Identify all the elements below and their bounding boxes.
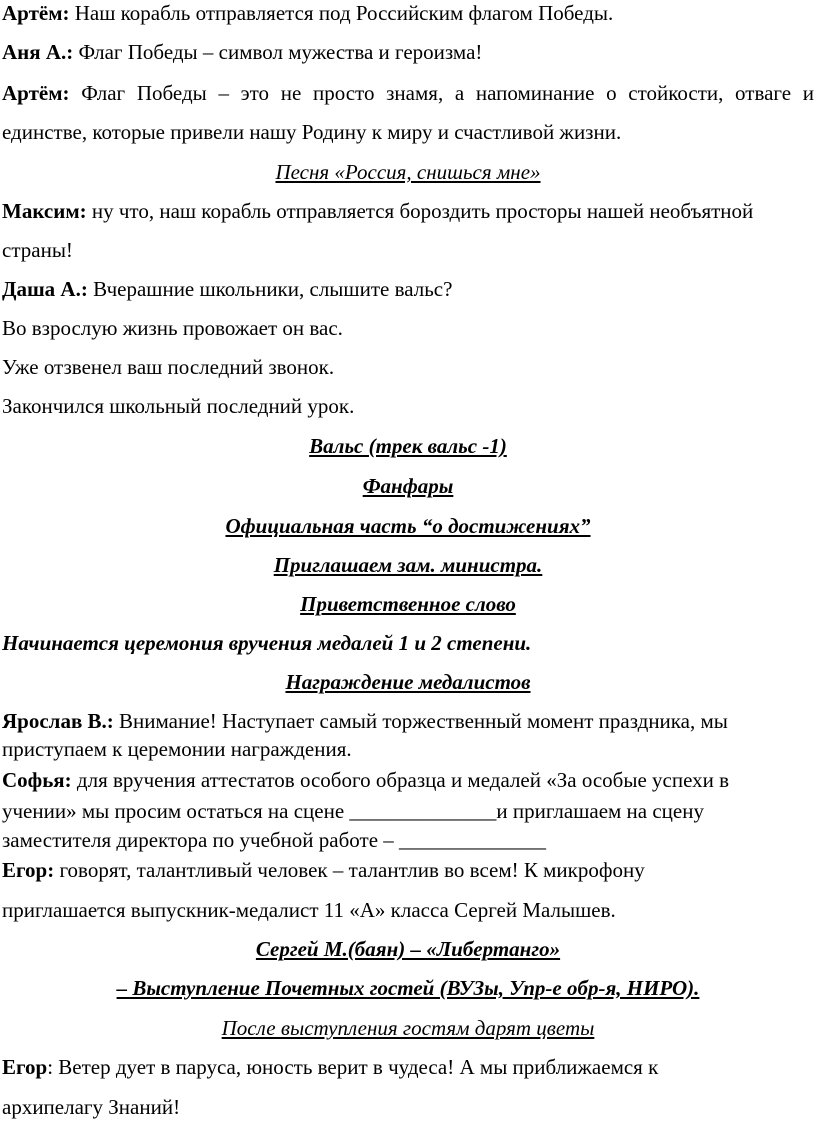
- dialogue-continuation: [2, 798, 816, 824]
- dialogue-line: [2, 39, 816, 65]
- section-heading: Награждение медалистов: [285, 670, 531, 694]
- section-heading: Сергей М.(баян) – «Либертанго»: [255, 937, 561, 961]
- poem-line: [2, 315, 816, 341]
- speaker-name: Даша А.:: [2, 277, 88, 301]
- speaker-name: Ярослав В.:: [2, 709, 114, 733]
- dialogue-continuation: [2, 1094, 816, 1120]
- dialogue-text: Закончился школьный последний урок.: [2, 394, 355, 418]
- dialogue-line: [2, 198, 816, 224]
- section-heading: Официальная часть “о достижениях”: [225, 514, 591, 538]
- speaker-name: Егор:: [2, 858, 55, 882]
- dialogue-text: единстве, которые привели нашу Родину к миру и счастливой жизни.: [2, 120, 622, 144]
- section-heading: – Выступление Почетных гостей (ВУЗы, Упр-е обр-я, НИРО).: [116, 976, 700, 1000]
- speaker-name: Максим:: [2, 199, 87, 223]
- poem-line: [2, 393, 816, 419]
- dialogue-text: ну что, наш корабль отправляется бороздить просторы нашей необъятной: [86, 199, 754, 223]
- section-heading: Приглашаем зам. министра.: [273, 553, 543, 577]
- dialogue-text: приглашается выпускник-медалист 11 «А» класса Сергей Малышев.: [2, 898, 616, 922]
- dialogue-text: для вручения аттестатов особого образца и медалей «За особые успехи в: [71, 768, 730, 792]
- section-heading: Приветственное слово: [300, 592, 516, 616]
- speaker-name: Аня А.:: [2, 40, 74, 64]
- dialogue-continuation: [2, 119, 816, 145]
- speaker-name: Егор: [2, 1055, 48, 1079]
- dialogue-text: : Ветер дует в паруса, юность верит в чудеса! А мы приближаемся к: [47, 1055, 659, 1079]
- dialogue-text: Флаг Победы – символ мужества и героизма!: [73, 40, 483, 64]
- speaker-name: Артём:: [2, 1, 70, 25]
- dialogue-text: Наш корабль отправляется под Российским флагом Победы.: [69, 1, 614, 25]
- speaker-name: Артём:: [2, 81, 70, 105]
- speaker-name: Софья:: [2, 768, 72, 792]
- dialogue-text: приступаем к церемонии награждения.: [2, 737, 352, 761]
- dialogue-line: [2, 276, 816, 302]
- dialogue-line: [2, 1054, 816, 1080]
- dialogue-line: [2, 857, 816, 883]
- dialogue-continuation: [2, 736, 816, 762]
- section-heading: Вальс (трек вальс -1): [309, 434, 507, 458]
- dialogue-text: говорят, талантливый человек – талантлив во всем! К микрофону: [54, 858, 645, 882]
- dialogue-line: [2, 767, 816, 793]
- dialogue-text: заместителя директора по учебной работе – ______________: [2, 828, 547, 852]
- dialogue-line: [2, 80, 814, 106]
- stage-note: Начинается церемония вручения медалей 1 и 2 степени.: [2, 631, 532, 655]
- section-subheading: После выступления гостям дарят цветы: [221, 1016, 595, 1040]
- dialogue-text: Флаг Победы – это не просто знамя, а напоминание о стойкости, отваге и: [69, 81, 814, 105]
- section-heading: Песня «Россия, снишься мне»: [275, 160, 541, 184]
- dialogue-continuation: [2, 827, 816, 853]
- dialogue-text: архипелагу Знаний!: [2, 1095, 181, 1119]
- dialogue-line: [2, 708, 816, 734]
- dialogue-text: страны!: [2, 238, 73, 262]
- dialogue-text: Внимание! Наступает самый торжественный момент праздника, мы: [113, 709, 728, 733]
- dialogue-continuation: [2, 897, 816, 923]
- dialogue-continuation: [2, 237, 816, 263]
- dialogue-text: Вчерашние школьники, слышите вальс?: [87, 277, 453, 301]
- dialogue-line: [2, 0, 816, 26]
- section-heading: Фанфары: [362, 474, 454, 498]
- dialogue-text: Уже отзвенел ваш последний звонок.: [2, 355, 335, 379]
- poem-line: [2, 354, 816, 380]
- dialogue-text: учении» мы просим остаться на сцене ______________и приглашаем на сцену: [2, 799, 704, 823]
- dialogue-text: Во взрослую жизнь провожает он вас.: [2, 316, 343, 340]
